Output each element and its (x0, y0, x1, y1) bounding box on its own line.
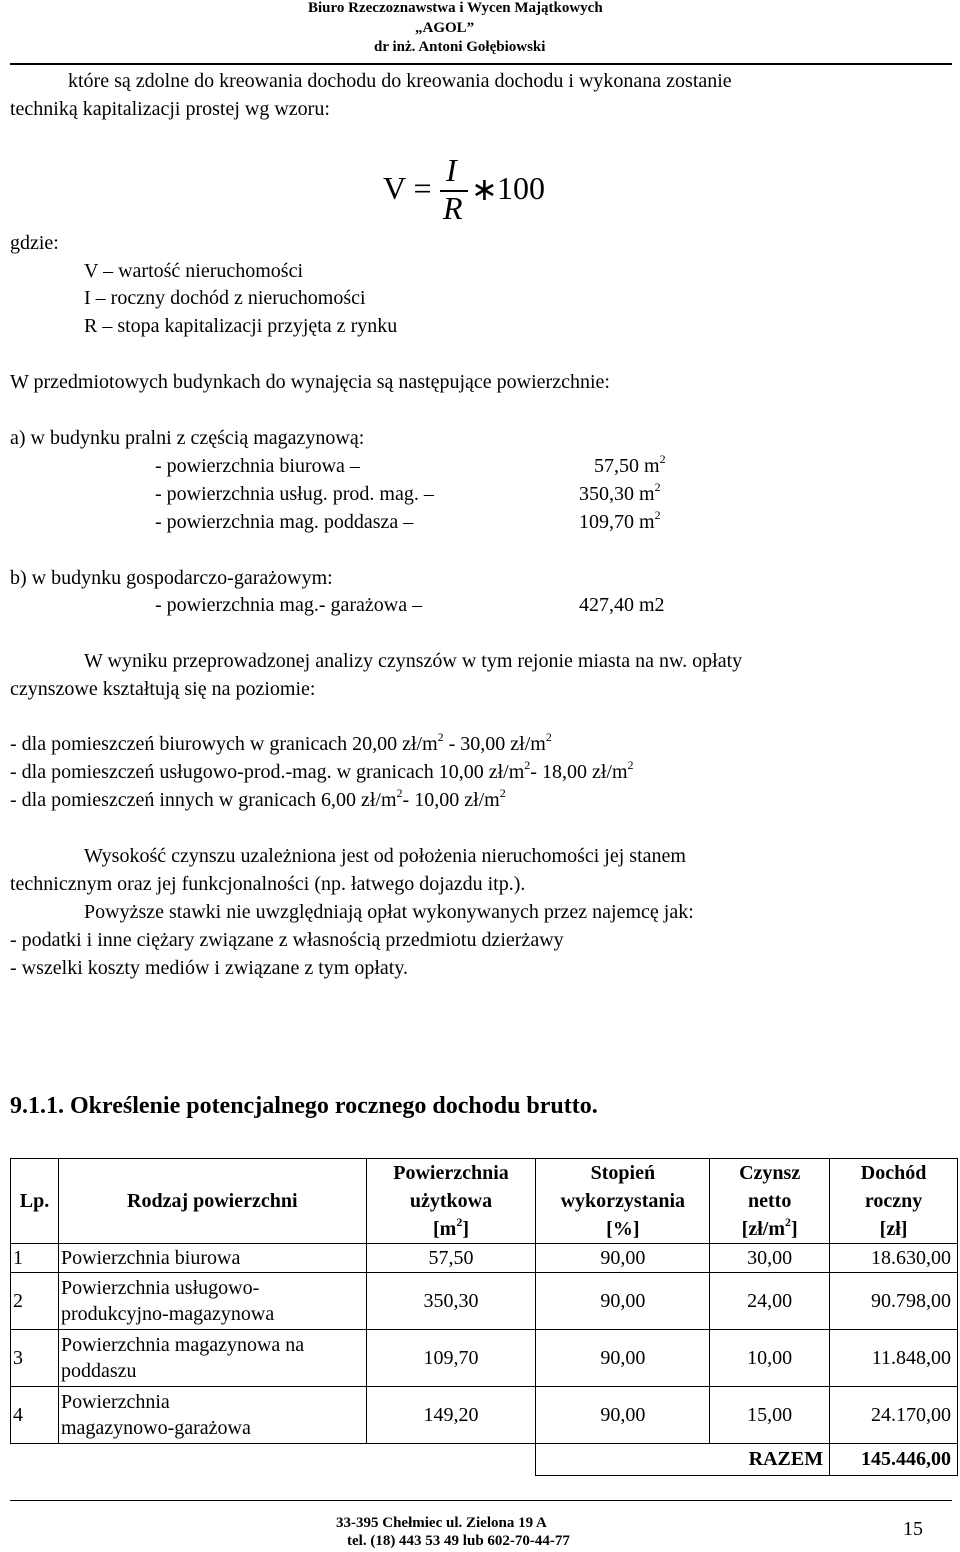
cell-area: 149,20 (366, 1387, 536, 1444)
area-a-value: 109,70 $m^2$ (579, 508, 661, 533)
header-author: dr inż. Antoni Gołębiowski (374, 39, 546, 55)
table-row (11, 1330, 958, 1387)
cell-type: Powierzchnia magazynowa na poddaszu (58, 1330, 366, 1387)
formula-denominator: R (443, 190, 463, 226)
intro-line-2: techniką kapitalizacji prostej wg wzoru: (10, 98, 330, 120)
col-type: Rodzaj powierzchni (58, 1159, 366, 1244)
cell-area: 109,70 (366, 1330, 536, 1387)
areas-intro: W przedmiotowych budynkach do wynajęcia są następujące powierzchnie: (10, 371, 610, 393)
cell-usage: 90,00 (536, 1244, 710, 1273)
legend-item-v: V – wartość nieruchomości (84, 260, 304, 282)
capitalization-formula (383, 152, 563, 240)
area-a-label: - powierzchnia mag. poddasza – (155, 511, 414, 533)
area-b-value: 427,40 m2 (579, 594, 665, 616)
area-a-value: 350,30 $m^2$ (579, 480, 661, 505)
col-lp: Lp. (11, 1159, 59, 1244)
cell-income: 18.630,00 (830, 1244, 958, 1273)
cell-usage: 90,00 (536, 1330, 710, 1387)
cell-area: 350,30 (366, 1273, 536, 1330)
total-value: 145.446,00 (830, 1444, 958, 1476)
section-b-title: b) w budynku gospodarczo-garażowym: (10, 567, 333, 589)
footer-address: 33-395 Chełmiec ul. Zielona 19 A (336, 1515, 547, 1531)
header-rule (10, 63, 952, 65)
col-usage: Stopień wykorzystania [%] (536, 1159, 710, 1244)
col-income: Dochód roczny [zł] (830, 1159, 958, 1244)
note-2-line-1: Powyższe stawki nie uwzględniają opłat wykonywanych przez najemcę jak: (84, 901, 694, 923)
cell-lp: 1 (11, 1244, 59, 1273)
header-brand: „AGOL” (415, 20, 475, 36)
section-heading: 9.1.1. Określenie potencjalnego rocznego dochodu brutto. (10, 1093, 598, 1119)
intro-line-1: które są zdolne do kreowania dochodu do kreowania dochodu i wykonana zostanie (68, 70, 732, 92)
legend-item-r: R – stopa kapitalizacji przyjęta z rynku (84, 315, 398, 337)
income-table (10, 1158, 958, 1476)
area-a-value: 57,50 $m^2$ (594, 452, 666, 477)
formula-lhs: V = (383, 170, 432, 206)
cell-rent: 10,00 (710, 1330, 830, 1387)
note-2-line-2: - podatki i inne ciężary związane z własnością przedmiotu dzierżawy (10, 929, 564, 951)
table-row (11, 1387, 958, 1444)
footer-phone: tel. (18) 443 53 49 lub 602-70-44-77 (347, 1533, 570, 1549)
total-spacer (11, 1444, 536, 1476)
cell-lp: 4 (11, 1387, 59, 1444)
area-a-label: - powierzchnia usług. prod. mag. – (155, 483, 434, 505)
cell-lp: 2 (11, 1273, 59, 1330)
legend-label: gdzie: (10, 232, 59, 254)
cell-usage: 90,00 (536, 1273, 710, 1330)
table-header-row (11, 1159, 958, 1244)
cell-area: 57,50 (366, 1244, 536, 1273)
cell-type: Powierzchnia usługowo-produkcyjno-magazynowa (58, 1273, 366, 1330)
formula-operator: ∗ (471, 171, 498, 207)
cell-rent: 30,00 (710, 1244, 830, 1273)
cell-income: 11.848,00 (830, 1330, 958, 1387)
cell-income: 24.170,00 (830, 1387, 958, 1444)
note-1-line-1: Wysokość czynszu uzależniona jest od położenia nieruchomości jej stanem (84, 845, 686, 867)
note-1-line-2: technicznym oraz jej funkcjonalności (np. łatwego dojazdu itp.). (10, 873, 526, 895)
cell-rent: 24,00 (710, 1273, 830, 1330)
header-office-name: Biuro Rzeczoznawstwa i Wycen Majątkowych (308, 0, 603, 16)
cell-usage: 90,00 (536, 1387, 710, 1444)
table-row (11, 1273, 958, 1330)
total-row (11, 1444, 958, 1476)
rent-range-other: - dla pomieszczeń innych w granicach 6,00 $zł/m^2-$ 10,00 $zł/m^2$ (10, 786, 506, 811)
footer-rule (10, 1500, 952, 1501)
page-number: 15 (903, 1518, 923, 1540)
col-rent: Czynsz netto $[zł/m^2]$ (710, 1159, 830, 1244)
cell-type: Powierzchnia magazynowo-garażowa (58, 1387, 366, 1444)
area-a-label: - powierzchnia biurowa – (155, 455, 360, 477)
section-a-title: a) w budynku pralni z częścią magazynową: (10, 427, 365, 449)
cell-income: 90.798,00 (830, 1273, 958, 1330)
rent-range-service: - dla pomieszczeń usługowo-prod.-mag. w granicach 10,00 $zł/m^2-$ 18,00 $zł/m^2$ (10, 758, 634, 783)
rent-intro-line-2: czynszowe kształtują się na poziomie: (10, 678, 316, 700)
rent-range-office: - dla pomieszczeń biurowych w granicach 20,00 $zł/m^2 - 30,00$ $zł/m^2$ (10, 730, 552, 755)
legend-item-i: I – roczny dochód z nieruchomości (84, 287, 366, 309)
cell-lp: 3 (11, 1330, 59, 1387)
table-row (11, 1244, 958, 1273)
area-b-label: - powierzchnia mag.- garażowa – (155, 594, 423, 616)
note-2-line-3: - wszelki koszty mediów i związane z tym opłaty. (10, 957, 409, 979)
total-label: RAZEM (536, 1444, 830, 1476)
rent-intro-line-1: W wyniku przeprowadzonej analizy czynszów w tym rejonie miasta na nw. opłaty (84, 650, 743, 672)
formula-numerator: I (446, 152, 457, 188)
col-area: Powierzchnia użytkowa $[m^2]$ (366, 1159, 536, 1244)
cell-rent: 15,00 (710, 1387, 830, 1444)
cell-type: Powierzchnia biurowa (58, 1244, 366, 1273)
formula-factor: 100 (497, 170, 545, 206)
